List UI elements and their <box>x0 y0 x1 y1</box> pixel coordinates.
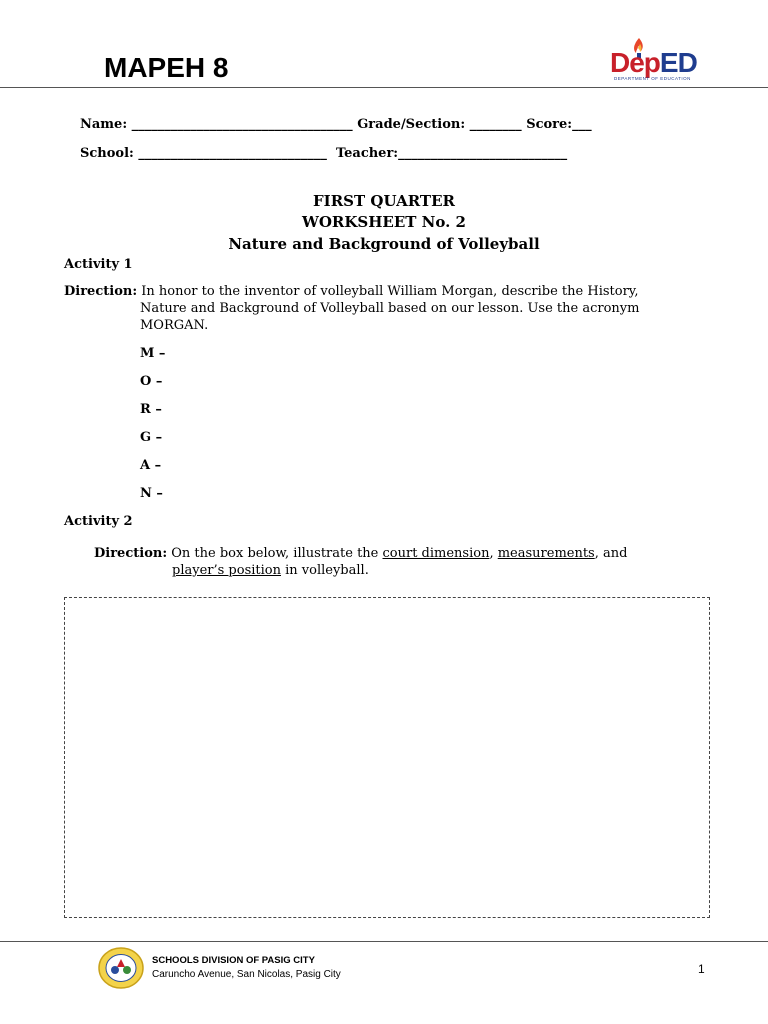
grade-section-label: Grade/Section: <box>357 117 466 132</box>
name-label: Name: <box>80 117 128 132</box>
header-divider <box>0 87 768 88</box>
direction-2-label: Direction: <box>94 546 168 561</box>
teacher-label: Teacher: <box>335 146 399 161</box>
acronym-letter-r: R – <box>140 402 162 417</box>
grade-section-field[interactable]: ________ <box>469 117 522 132</box>
quarter-heading: FIRST QUARTER <box>313 192 455 210</box>
pasig-division-seal-icon <box>96 947 146 989</box>
deped-logo <box>610 38 702 84</box>
activity-1-direction <box>64 283 639 300</box>
school-label: School: <box>80 146 134 161</box>
page-number: 1 <box>698 962 705 976</box>
separator: , <box>489 546 498 561</box>
illustration-box[interactable] <box>64 597 710 918</box>
player-position-term: player’s position <box>172 563 281 578</box>
logo-text-ed: ED <box>659 47 697 78</box>
acronym-letter-o: O – <box>140 374 163 389</box>
field-row-2 <box>80 146 567 161</box>
school-field[interactable]: _____________________________ <box>138 146 327 161</box>
direction-line-3: MORGAN. <box>140 318 209 333</box>
direction-line-1: In honor to the inventor of volleyball William Morgan, describe the History, <box>141 284 639 299</box>
field-row-1 <box>80 117 592 132</box>
direction-2-text-pre: On the box below, illustrate the <box>171 546 383 561</box>
footer-division-name: SCHOOLS DIVISION OF PASIG CITY <box>152 955 315 966</box>
activity-1-label: Activity 1 <box>64 257 133 272</box>
activity-2-direction <box>94 545 627 562</box>
court-dimension-term: court dimension <box>382 546 490 561</box>
acronym-letter-g: G – <box>140 430 163 445</box>
logo-tagline: DEPARTMENT OF EDUCATION <box>614 76 691 81</box>
acronym-letter-a: A – <box>140 458 162 473</box>
and-text: , and <box>594 546 628 561</box>
measurements-term: measurements <box>497 546 595 561</box>
document-title: MAPEH 8 <box>104 52 229 83</box>
footer-address: Caruncho Avenue, San Nicolas, Pasig City <box>152 969 341 980</box>
name-field[interactable]: __________________________________ <box>131 117 353 132</box>
direction-label: Direction: <box>64 284 138 299</box>
teacher-field[interactable]: __________________________ <box>398 146 568 161</box>
footer-divider <box>0 941 768 942</box>
acronym-letter-m: M – <box>140 346 166 361</box>
topic-heading: Nature and Background of Volleyball <box>228 235 540 253</box>
direction-2-text-post: in volleyball. <box>280 563 369 578</box>
worksheet-heading: WORKSHEET No. 2 <box>301 213 466 231</box>
direction-line-2: Nature and Background of Volleyball based on our lesson. Use the acronym <box>140 301 640 316</box>
logo-text-dep: Dep <box>610 47 660 78</box>
activity-2-direction-line-2 <box>172 562 369 579</box>
score-label: Score: <box>526 117 573 132</box>
acronym-letter-n: N – <box>140 486 163 501</box>
activity-2-label: Activity 2 <box>64 514 133 529</box>
score-field[interactable]: ___ <box>572 117 592 132</box>
